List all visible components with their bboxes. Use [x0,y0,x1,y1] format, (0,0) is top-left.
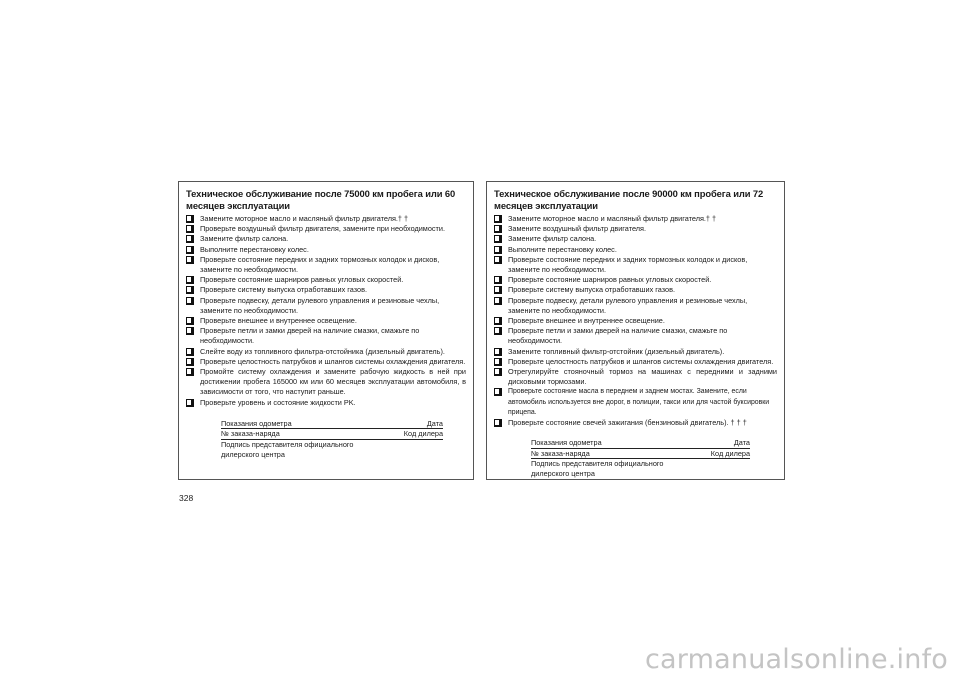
checklist-item-text: Проверьте состояние передних и задних тормозных колодок и дисков, замените по необходимости. [508,254,748,275]
checklist-item [186,367,466,398]
checklist-item [494,285,777,295]
checklist-item-text: Отрегулируйте стояночный тормоз на машинах с передними и задними дисковыми тормозами. [508,367,777,387]
checkbox-icon[interactable] [494,246,502,254]
checklist-item-text: Проверьте состояние шарниров равных угловых скоростей. [508,275,712,285]
checklist-item-text: Замените фильтр салона. [508,234,597,244]
checklist-item-text: Проверьте состояние масла в переднем и заднем мостах. Замените, если автомобиль используется вне дорог, в полиции, такси или для частой буксировки прицепа. [508,388,770,416]
checklist-item [186,255,466,275]
dealer-code-label: Код дилера [710,448,750,458]
checkbox-icon[interactable] [494,235,502,243]
checkbox-icon[interactable] [494,368,502,376]
signature-label: Подпись представителя официального дилерского центра [221,440,354,459]
right-checklist [494,214,777,428]
checklist-item [494,234,777,244]
checklist-item-text: Замените моторное масло и масляный фильтр двигателя.† † [508,214,717,223]
left-checklist [186,214,466,408]
signature-row [221,439,443,459]
checklist-item-text: Проверьте систему выпуска отработавших газов. [508,285,675,295]
checklist-item-text: Выполните перестановку колес. [200,244,309,254]
checklist-item-text: Проверьте внешнее и внутреннее освещение. [508,316,665,326]
checklist-item [494,367,777,387]
checkbox-icon[interactable] [186,348,194,356]
order-row [531,448,750,459]
right-signature-block [531,438,750,478]
checkbox-icon[interactable] [494,419,502,427]
left-panel-title: Техническое обслуживание после 75000 км пробега или 60 месяцев эксплуатации [186,188,456,211]
checklist-item [186,224,466,234]
checkbox-icon[interactable] [494,297,502,305]
checklist-item-text: Выполните перестановку колес. [508,244,617,254]
checklist-item [494,224,777,234]
checkbox-icon[interactable] [494,327,502,335]
checkbox-icon[interactable] [494,286,502,294]
checklist-item [494,418,777,428]
checklist-item-text: Проверьте подвеску, детали рулевого управления и резиновые чехлы, замените по необходимости. [508,295,748,315]
signature-label: Подпись представителя официального дилерского центра [531,459,664,479]
checklist-item-text: Проверьте внешнее и внутреннее освещение. [200,316,357,326]
checklist-item-text: Проверьте петли и замки дверей на наличие смазки, смажьте по необходимости. [200,326,420,346]
checklist-item-text: Проверьте подвеску, детали рулевого управления и резиновые чехлы, замените по необходимости. [200,295,440,315]
left-signature-block [221,419,443,459]
checkbox-icon[interactable] [494,256,502,264]
date-label: Дата [733,438,750,448]
watermark: carmanualsonline.info [645,644,948,675]
checkbox-icon[interactable] [186,358,194,366]
checklist-item [186,326,466,346]
odometer-row [221,419,443,429]
checkbox-icon[interactable] [186,246,194,254]
checkbox-icon[interactable] [186,225,194,233]
checklist-item-text: Проверьте уровень и состояние жидкости PK. [200,397,356,407]
checkbox-icon[interactable] [494,317,502,325]
checklist-item [186,347,466,357]
checkbox-icon[interactable] [186,368,194,376]
checkbox-icon[interactable] [186,327,194,335]
checkbox-icon[interactable] [186,235,194,243]
checklist-item [494,347,777,357]
checklist-item [186,245,466,255]
order-number-label: № заказа-наряда [221,429,280,439]
checklist-item-text: Замените моторное масло и масляный фильтр двигателя.† † [200,214,409,223]
checklist-item [494,245,777,255]
checkbox-icon[interactable] [494,225,502,233]
checklist-item-text: Проверьте воздушный фильтр двигателя, замените при необходимости. [200,224,445,234]
odometer-label: Показания одометра [531,438,602,448]
checklist-item [186,234,466,244]
checkbox-icon[interactable] [186,276,194,284]
odometer-row [531,438,750,448]
checklist-item [186,275,466,285]
checklist-item [494,326,777,346]
right-panel-title: Техническое обслуживание после 90000 км пробега или 72 месяцев эксплуатации [494,188,764,211]
checklist-item-text: Слейте воду из топливного фильтра-отстойника (дизельный двигатель). [200,346,445,356]
date-label: Дата [426,418,443,428]
checkbox-icon[interactable] [186,317,194,325]
checklist-item [186,285,466,295]
order-row [221,428,443,439]
checklist-item-text: Проверьте состояние передних и задних тормозных колодок и дисков, замените по необходимости. [200,254,440,275]
checklist-item [186,214,466,224]
checklist-item [494,214,777,224]
checklist-item [494,387,777,418]
checkbox-icon[interactable] [494,215,502,223]
checklist-item-text: Проверьте систему выпуска отработавших газов. [200,285,367,295]
checklist-item [494,296,777,316]
left-maintenance-panel [178,181,474,480]
checkbox-icon[interactable] [494,388,502,396]
checklist-item [186,398,466,408]
page-number: 328 [179,493,194,503]
checklist-item-text: Проверьте состояние шарниров равных угловых скоростей. [200,275,404,285]
checkbox-icon[interactable] [186,286,194,294]
checklist-item [494,275,777,285]
checkbox-icon[interactable] [186,399,194,407]
dealer-code-label: Код дилера [403,429,443,439]
checklist-item-text: Замените топливный фильтр-отстойник (дизельный двигатель). [508,346,725,356]
checklist-item [186,296,466,316]
checklist-item [186,316,466,326]
checkbox-icon[interactable] [186,215,194,223]
checkbox-icon[interactable] [494,348,502,356]
right-maintenance-panel [486,181,785,480]
checklist-item-text: Проверьте петли и замки дверей на наличие смазки, смажьте по необходимости. [508,326,728,346]
checklist-item-text: Проверьте целостность патрубков и шлангов системы охлаждения двигателя. [508,356,774,366]
checkbox-icon[interactable] [494,358,502,366]
odometer-label: Показания одометра [221,418,292,428]
checklist-item-text: Промойте систему охлаждения и замените рабочую жидкость в ней при достижении пробега 165000 км или 60 месяцев эксплуатации автомобиля, в зависимости от того, что наступит раньше. [200,367,466,397]
checklist-item-text: Замените воздушный фильтр двигателя. [508,224,647,234]
signature-row [531,458,750,478]
checkbox-icon[interactable] [186,297,194,305]
checklist-item [494,357,777,367]
checklist-item-text: Замените фильтр салона. [200,234,289,244]
checklist-item-text: Проверьте состояние свечей зажигания (бензиновый двигатель). † † † [508,418,747,428]
checklist-item [186,357,466,367]
checklist-item [494,316,777,326]
checkbox-icon[interactable] [186,256,194,264]
checkbox-icon[interactable] [494,276,502,284]
order-number-label: № заказа-наряда [531,448,590,458]
checklist-item-text: Проверьте целостность патрубков и шлангов системы охлаждения двигателя. [200,356,466,366]
checklist-item [494,255,777,275]
